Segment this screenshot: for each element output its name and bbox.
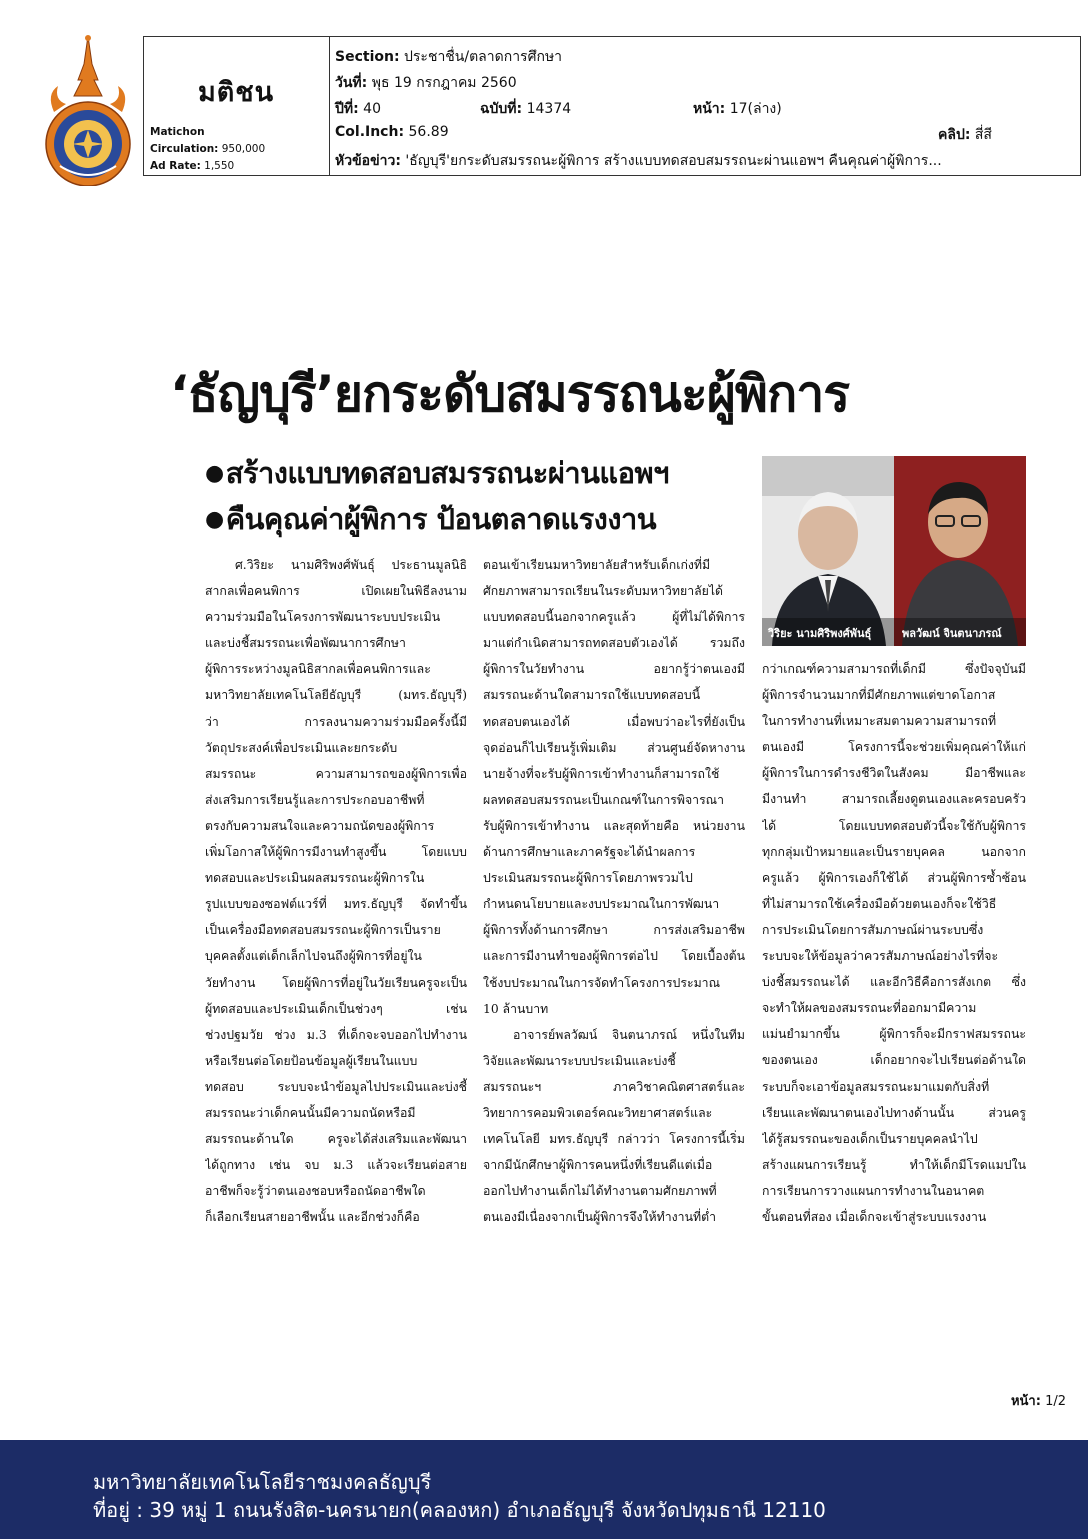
bullet-icon: ● <box>205 507 224 532</box>
article-text-line: ผู้พิการทั้งด้านการศึกษา การส่งเสริมอาชีพ <box>483 923 745 938</box>
page-label: หน้า: <box>693 101 726 117</box>
article-text-line: วัตถุประสงค์เพื่อประเมินและยกระดับ <box>205 740 398 755</box>
article-text-line: ผู้ทดสอบและประเมินเด็กเป็นช่วงๆ เช่น <box>205 1001 467 1016</box>
article-text-line: จะทำให้ผลของสมรรถนะที่ออกมามีความ <box>762 1001 977 1016</box>
article-text-line: ระบบก็จะเอาข้อมูลสมรรถนะมาแมตกับสิ่งที่ <box>762 1079 990 1094</box>
article-text-line: และการมีงานทำของผู้พิการต่อไป โดยเบื้องต้น <box>483 949 745 964</box>
article-text-line: ส่งเสริมการเรียนรู้และการประกอบอาชีพที่ <box>205 792 425 807</box>
article-text-line: มีงานทำ สามารถเลี้ยงดูตนเองและครอบครัว <box>762 792 1026 807</box>
article-text-line: บุคคลตั้งแต่เด็กเล็กไปจนถึงผู้พิการที่อยู่ใน <box>205 949 422 964</box>
article-text-line: วัยทำงาน โดยผู้พิการที่อยู่ในวัยเรียนครูจะเป็น <box>205 975 467 990</box>
page-indicator-value: 1/2 <box>1045 1394 1066 1409</box>
year-line <box>335 98 381 120</box>
year-value: 40 <box>363 101 381 117</box>
article-text-line: ผู้พิการจำนวนมากที่มีศักยภาพแต่ขาดโอกาส <box>762 688 996 703</box>
article-text-line: เรียนและพัฒนาตนเองไปทางด้านนั้น ส่วนครู <box>762 1105 1026 1120</box>
article-text-line: ได้รู้สมรรถนะของเด็กเป็นรายบุคคลนำไป <box>762 1131 978 1146</box>
article-text-line: ตอนเข้าเรียนมหาวิทยาลัยสำหรับเด็กเก่งที่มี <box>483 558 711 572</box>
article-text-line: อาจารย์พลวัฒน์ จินตนาภรณ์ หนึ่งในทีม <box>513 1027 745 1042</box>
date-line <box>335 72 517 94</box>
article-text-line: วิทยาการคอมพิวเตอร์คณะวิทยาศาสตร์และ <box>483 1105 713 1120</box>
topic-value: 'ธัญบุรี'ยกระดับสมรรถนะผู้พิการ สร้างแบบทดสอบสมรรถนะผ่านแอพฯ คืนคุณค่าผู้พิการ... <box>405 153 942 169</box>
article-text-line: สมรรถนะ ความสามารถของผู้พิการเพื่อ <box>205 766 467 781</box>
article-text-line: การประเมินโดยการสัมภาษณ์ผ่านระบบซึ่ง <box>762 922 984 937</box>
circulation-value: 950,000 <box>221 143 266 155</box>
article-text-line: ผลทดสอบสมรรถนะเป็นเกณฑ์ในการพิจารณา <box>483 792 724 807</box>
newspaper-name-en: Matichon <box>150 126 205 138</box>
article-text-line: ขั้นตอนที่สอง เมื่อเด็กจะเข้าสู่ระบบแรงงาน <box>762 1209 987 1224</box>
article-text-line: ศักยภาพสามารถเรียนในระดับมหาวิทยาลัยได้ <box>483 584 724 599</box>
topic-label: หัวข้อข่าว: <box>335 153 401 169</box>
article-text-line: เป็นเครื่องมือทดสอบสมรรถนะผู้พิการเป็นราย <box>205 923 441 938</box>
photo-caption-right: พลวัฒน์ จินตนาภรณ์ <box>902 627 1002 640</box>
article-text-line: ได้ถูกทาง เช่น จบ ม.3 แล้วจะเรียนต่อสาย <box>205 1158 467 1173</box>
article-text-line: มหาวิทยาลัยเทคโนโลยีธัญบุรี (มทร.ธัญบุรี) <box>205 688 467 703</box>
article-text-line: หรือเรียนต่อโดยป้อนข้อมูลผู้เรียนในแบบ <box>205 1053 418 1068</box>
article-text-line: ออกไปทำงานเด็กไม่ได้ทำงานตามศักยภาพที่ <box>483 1184 717 1199</box>
article-text-line: รูปแบบของซอฟต์แวร์ที่ มทร.ธัญบุรี จัดทำขึ้น <box>205 897 467 912</box>
subhead-1-text: สร้างแบบทดสอบสมรรถนะผ่านแอพฯ <box>225 456 669 490</box>
article-text-line: ความร่วมมือในโครงการพัฒนาระบบประเมิน <box>205 610 441 625</box>
article-text-line: กำหนดนโยบายและงบประมาณในการพัฒนา <box>483 897 720 912</box>
photo-caption-left: วิริยะ นามศิริพงศ์พันธุ์ <box>768 627 872 640</box>
article-text-line: ศ.วิริยะ นามศิริพงศ์พันธุ์ ประธานมูลนิธิ <box>235 558 467 572</box>
newspaper-name: มติชน <box>197 77 275 108</box>
date-label: วันที่: <box>335 75 368 91</box>
university-seal-logo <box>40 34 136 186</box>
date-value: พุธ 19 กรกฎาคม 2560 <box>371 75 517 91</box>
article-text-line: แม่นยำมากขึ้น ผู้พิการก็จะมีกราฟสมรรถนะ <box>762 1027 1026 1042</box>
article-text-line: 10 ล้านบาท <box>483 1001 549 1016</box>
article-text-line: สมรรถนะด้านใด ครูจะได้ส่งเสริมและพัฒนา <box>205 1132 467 1147</box>
article-text-line: ทดสอบและประเมินผลสมรรถนะผู้พิการใน <box>205 871 425 886</box>
article-text-line: จุดอ่อนก็ไปเรียนรู้เพิ่มเติม ส่วนศูนย์จัดหางาน <box>483 740 745 755</box>
article-text-line: ในการทำงานที่เหมาะสมตามความสามารถที่ <box>762 714 997 729</box>
article-text-line: อาชีพก็จะรู้ว่าตนเองชอบหรือถนัดอาชีพใด <box>205 1184 426 1199</box>
article-text-line: ว่า การลงนามความร่วมมือครั้งนี้มี <box>205 714 467 729</box>
article-text-line: ช่วงปฐมวัย ช่วง ม.3 ที่เด็กจะจบออกไปทำงาน <box>205 1027 467 1042</box>
section-line <box>335 46 562 68</box>
footer-address: ที่อยู่ : 39 หมู่ 1 ถนนรังสิต-นครนายก(คลองหก) อำเภอธัญบุรี จังหวัดปทุมธานี 12110 <box>93 1498 826 1522</box>
section-value: ประชาชื่น/ตลาดการศึกษา <box>404 49 563 65</box>
article-text-line: ของตนเอง เด็กอยากจะไปเรียนต่อด้านใด <box>762 1053 1026 1068</box>
article-text-line: นายจ้างที่จะรับผู้พิการเข้าทำงานก็สามารถใช้ <box>483 766 720 781</box>
article-column-3 <box>762 656 1026 1230</box>
article-text-line: ผู้พิการในวัยทำงาน อยากรู้ว่าตนเองมี <box>483 662 745 677</box>
article-text-line: สร้างแผนการเรียนรู้ ทำให้เด็กมีโรดแมปใน <box>762 1157 1026 1172</box>
article-text-line: ตนเองมี โครงการนี้จะช่วยเพิ่มคุณค่าให้แก่ <box>762 740 1026 755</box>
page-line <box>693 98 782 120</box>
clip-value: สี่สี <box>974 127 992 143</box>
article-text-line: รับผู้พิการเข้าทำงาน และสุดท้ายคือ หน่วยงาน <box>483 818 745 833</box>
newspaper-meta <box>150 124 265 175</box>
article-text-line: เพิ่มโอกาสให้ผู้พิการมีงานทำสูงขึ้น โดยแบบ <box>205 845 467 860</box>
article-text-line: มาแต่กำเนิดสามารถทดสอบตัวเองได้ รวมถึง <box>483 636 745 651</box>
article-text-line: แบบทดสอบนี้นอกจากครูแล้ว ผู้ที่ไม่ได้พิการ <box>483 610 745 625</box>
article-text-line: สมรรถนะฯ ภาควิชาคณิตศาสตร์และ <box>483 1079 745 1094</box>
article-text-line: ก็เลือกเรียนสายอาชีพนั้น และอีกช่วงก็คือ <box>205 1210 420 1225</box>
article-text-line: ประเมินสมรรถนะผู้พิการโดยภาพรวมไป <box>483 871 693 886</box>
topic-line <box>335 150 1073 172</box>
article-text-line: สากลเพื่อคนพิการ เปิดเผยในพิธีลงนาม <box>205 584 467 599</box>
article-text-line: ตรงกับความสนใจและความถนัดของผู้พิการ <box>205 818 435 833</box>
article-text-line: ทดสอบ ระบบจะนำข้อมูลไปประเมินและบ่งชี้ <box>205 1079 467 1094</box>
issue-value: 14374 <box>526 101 572 117</box>
page-value: 17(ล่าง) <box>729 101 782 117</box>
page-indicator <box>1011 1390 1066 1411</box>
article-text-line: ใช้งบประมาณในการจัดทำโครงการประมาณ <box>483 975 720 990</box>
article-text-line: ครูแล้ว ผู้พิการเองก็ใช้ได้ ส่วนผู้พิการซ้ำซ้อน <box>762 870 1026 885</box>
bullet-icon: ● <box>205 461 224 486</box>
article-text-line: วิจัยและพัฒนาระบบประเมินและบ่งชี้ <box>483 1053 676 1068</box>
article-headline: ‘ธัญบุรี’ยกระดับสมรรถนะผู้พิการ <box>170 365 850 423</box>
article-text-line: จากมีนักศึกษาผู้พิการคนหนึ่งที่เรียนดีแต่เมื่อ <box>483 1158 713 1173</box>
article-text-line: ระบบจะให้ข้อมูลว่าควรสัมภาษณ์อย่างไรที่จะ <box>762 949 999 964</box>
article-photo <box>762 456 1026 646</box>
page-indicator-label: หน้า: <box>1010 1394 1041 1409</box>
article-text-line: ทดสอบตนเองได้ เมื่อพบว่าอะไรที่ยังเป็น <box>483 714 745 729</box>
article-text-line: กว่าเกณฑ์ความสามารถที่เด็กมี ซึ่งปัจจุบันมี <box>762 662 1026 676</box>
clipping-info-divider <box>329 36 330 176</box>
article-text-line: เทคโนโลยี มทร.ธัญบุรี กล่าวว่า โครงการนี้เริ่ม <box>483 1132 745 1147</box>
article-text-line: ได้ โดยแบบทดสอบตัวนี้จะใช้กับผู้พิการ <box>762 818 1026 833</box>
article-text-line: สมรรถนะว่าเด็กคนนั้นมีความถนัดหรือมี <box>205 1105 416 1120</box>
year-label: ปีที่: <box>335 101 359 117</box>
colinch-line <box>335 124 449 140</box>
issue-line <box>480 98 571 120</box>
issue-label: ฉบับที่: <box>480 101 523 117</box>
article-text-line: ด้านการศึกษาและภาครัฐจะได้นำผลการ <box>483 845 696 860</box>
circulation-label: Circulation: <box>150 143 219 155</box>
subhead-2-text: คืนคุณค่าผู้พิการ ป้อนตลาดแรงงาน <box>225 502 657 536</box>
adrate-label: Ad Rate: <box>150 160 201 172</box>
footer-university-name: มหาวิทยาลัยเทคโนโลยีราชมงคลธัญบุรี <box>93 1470 432 1494</box>
clip-line <box>938 124 992 146</box>
clip-label: คลิป: <box>938 127 971 143</box>
article-text-line: ที่ไม่สามารถใช้เครื่องมือด้วยตนเองก็จะใช้วิธี <box>762 896 997 911</box>
article-column-2 <box>483 552 745 1230</box>
article-subhead-2 <box>205 496 656 542</box>
article-text-line: ผู้พิการในการดำรงชีวิตในสังคม มีอาชีพและ <box>762 766 1026 781</box>
colinch-label: Col.Inch: <box>335 124 405 140</box>
article-text-line: ผู้พิการระหว่างมูลนิธิสากลเพื่อคนพิการและ <box>205 662 431 677</box>
colinch-value: 56.89 <box>408 124 449 140</box>
article-column-1 <box>205 552 467 1230</box>
article-text-line: ตนเองมีเนื่องจากเป็นผู้พิการจึงให้ทำงานที่ต่ำ <box>483 1210 716 1225</box>
article-subhead-1 <box>205 450 669 496</box>
adrate-value: 1,550 <box>204 160 235 172</box>
article-text-line: และบ่งชี้สมรรถนะเพื่อพัฒนาการศึกษา <box>205 636 406 651</box>
article-text-line: ทุกกลุ่มเป้าหมายและเป็นรายบุคคล นอกจาก <box>762 844 1026 859</box>
article-text-line: สมรรถนะด้านใดสามารถใช้แบบทดสอบนี้ <box>483 688 701 703</box>
section-label: Section: <box>335 49 400 65</box>
article-text-line: บ่งชี้สมรรถนะได้ และอีกวิธีคือการสังเกต ซึ่ง <box>762 975 1026 990</box>
article-text-line: การเรียนการวางแผนการทำงานในอนาคต <box>762 1183 985 1198</box>
